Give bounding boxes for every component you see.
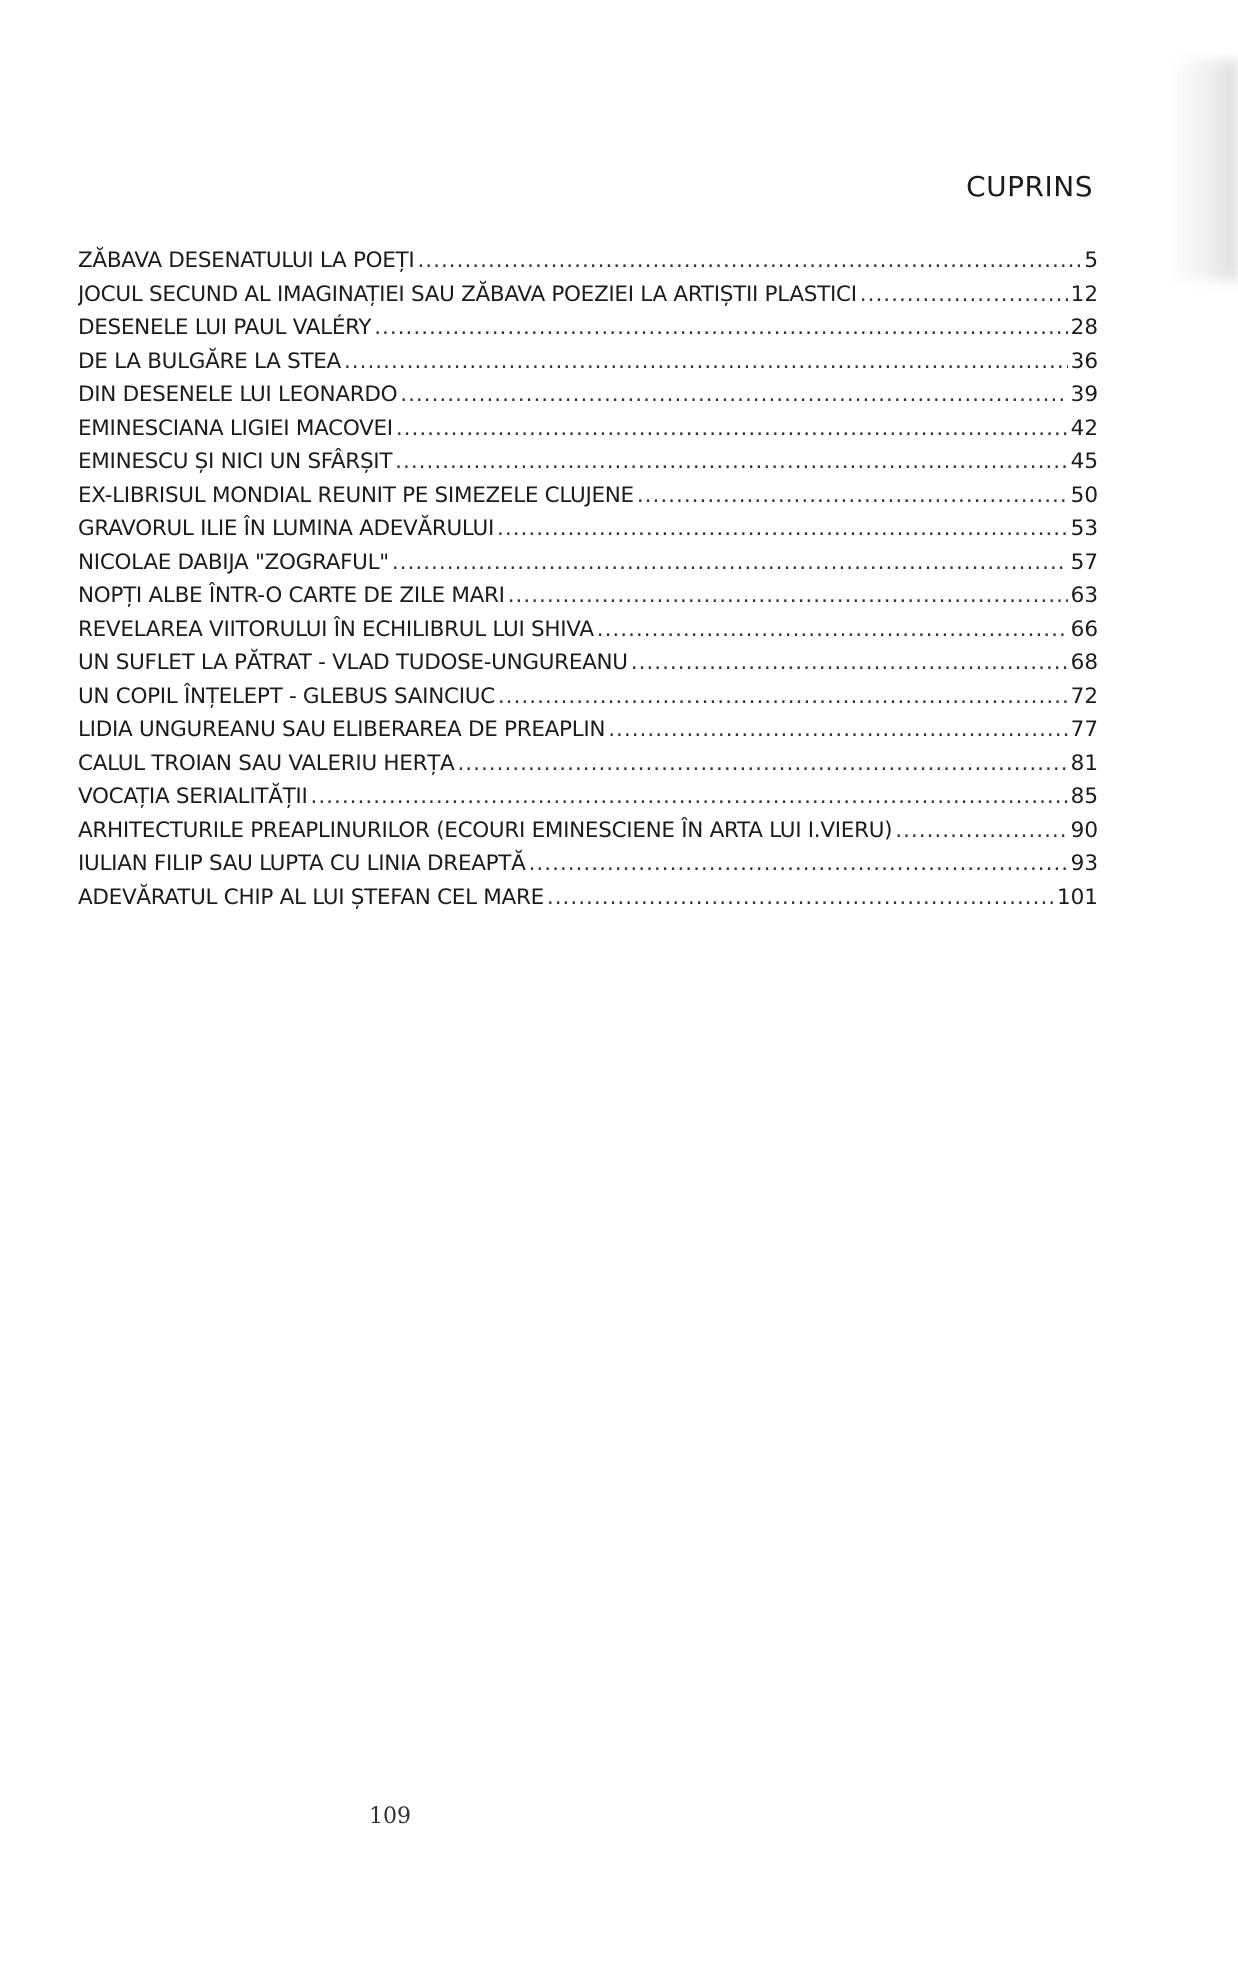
toc-entry-title: LIDIA UNGUREANU SAU ELIBERAREA DE PREAPLIN [78, 717, 606, 742]
toc-entry[interactable] [78, 747, 1098, 781]
page-edge-shadow [1168, 60, 1238, 280]
toc-leader-dots [608, 713, 1067, 747]
toc-entry-page: 45 [1070, 449, 1098, 474]
toc-leader-dots [637, 479, 1068, 513]
toc-entry-page: 28 [1070, 315, 1098, 340]
toc-leader-dots [417, 244, 1081, 278]
toc-entry[interactable] [78, 847, 1098, 881]
toc-entry-title: NICOLAE DABIJA "ZOGRAFUL" [78, 549, 389, 575]
toc-entry-page: 101 [1056, 884, 1098, 910]
page-number: 109 [369, 1804, 411, 1829]
toc-entry[interactable] [78, 814, 1098, 848]
toc-entry-title: ARHITECTURILE PREAPLINURILOR (ECOURI EMINESCIENE ÎN ARTA LUI I.VIERU) [78, 817, 893, 843]
toc-entry[interactable] [78, 311, 1098, 345]
toc-leader-dots [374, 311, 1067, 345]
toc-entry-title: DESENELE LUI PAUL VALÉRY [78, 315, 372, 340]
toc-entry[interactable] [78, 512, 1098, 546]
toc-entry[interactable] [78, 412, 1098, 446]
toc-entry[interactable] [78, 278, 1098, 312]
toc-entry[interactable] [78, 479, 1098, 513]
toc-entry[interactable] [78, 780, 1098, 814]
toc-entry[interactable] [78, 680, 1098, 714]
toc-entry-title: EMINESCU ȘI NICI UN SFÂRȘIT [78, 449, 393, 474]
toc-entry[interactable] [78, 613, 1098, 647]
toc-leader-dots [498, 680, 1068, 714]
toc-entry-title: ADEVĂRATUL CHIP AL LUI ȘTEFAN CEL MARE [78, 884, 544, 910]
page-title: CUPRINS [966, 170, 1093, 203]
toc-leader-dots [597, 613, 1068, 647]
toc-entry-page: 5 [1084, 248, 1098, 273]
toc-leader-dots [547, 881, 1054, 915]
toc-entry-page: 63 [1070, 583, 1098, 608]
toc-entry-title: UN COPIL ÎNȚELEPT - GLEBUS SAINCIUC [78, 683, 495, 709]
toc-entry[interactable] [78, 713, 1098, 747]
toc-entry-title: GRAVORUL ILIE ÎN LUMINA ADEVĂRULUI [78, 516, 495, 541]
toc-entry[interactable] [78, 881, 1098, 915]
toc-entry-title: EMINESCIANA LIGIEI MACOVEI [78, 415, 393, 441]
toc-entry-title: EX-LIBRISUL MONDIAL REUNIT PE SIMEZELE CLUJENE [78, 482, 634, 508]
toc-leader-dots [392, 546, 1068, 580]
toc-entry-page: 66 [1070, 616, 1098, 642]
toc-entry-page: 53 [1070, 516, 1098, 541]
toc-entry[interactable] [78, 646, 1098, 680]
table-of-contents [78, 244, 1098, 914]
toc-entry-title: CALUL TROIAN SAU VALERIU HERȚA [78, 750, 455, 776]
toc-leader-dots [529, 847, 1068, 881]
toc-leader-dots [311, 780, 1068, 814]
toc-entry-page: 50 [1070, 482, 1098, 508]
toc-entry[interactable] [78, 244, 1098, 278]
toc-leader-dots [860, 278, 1068, 312]
toc-leader-dots [497, 512, 1068, 546]
toc-leader-dots [344, 345, 1068, 379]
toc-entry-page: 90 [1070, 817, 1098, 843]
toc-entry-title: IULIAN FILIP SAU LUPTA CU LINIA DREAPTĂ [78, 851, 526, 876]
toc-entry-page: 72 [1070, 683, 1098, 709]
toc-entry-title: DE LA BULGĂRE LA STEA [78, 348, 341, 374]
toc-entry-page: 81 [1070, 750, 1098, 776]
toc-entry-page: 39 [1070, 382, 1098, 407]
toc-entry-title: VOCAȚIA SERIALITĂȚII [78, 784, 308, 809]
toc-entry[interactable] [78, 546, 1098, 580]
toc-entry-page: 77 [1070, 717, 1098, 742]
toc-entry-page: 68 [1070, 650, 1098, 675]
toc-entry[interactable] [78, 579, 1098, 613]
toc-leader-dots [457, 747, 1067, 781]
toc-entry-title: JOCUL SECUND AL IMAGINAȚIEI SAU ZĂBAVA POEZIEI LA ARTIȘTII PLASTICI [78, 281, 857, 307]
toc-leader-dots [895, 814, 1067, 848]
toc-entry-title: REVELAREA VIITORULUI ÎN ECHILIBRUL LUI SHIVA [78, 616, 594, 642]
toc-entry-page: 42 [1070, 415, 1098, 441]
toc-entry-page: 36 [1070, 348, 1098, 374]
toc-entry-title: ZĂBAVA DESENATULUI LA POEȚI [78, 248, 415, 273]
toc-entry-page: 12 [1070, 281, 1098, 307]
toc-leader-dots [400, 378, 1067, 412]
toc-entry-title: NOPȚI ALBE ÎNTR-O CARTE DE ZILE MARI [78, 583, 505, 608]
toc-leader-dots [396, 412, 1068, 446]
toc-entry[interactable] [78, 378, 1098, 412]
toc-entry-title: DIN DESENELE LUI LEONARDO [78, 382, 398, 407]
toc-entry[interactable] [78, 345, 1098, 379]
toc-leader-dots [631, 646, 1068, 680]
toc-entry-page: 57 [1070, 549, 1098, 575]
toc-entry-title: UN SUFLET LA PĂTRAT - VLAD TUDOSE-UNGUREANU [78, 650, 628, 675]
toc-leader-dots [395, 445, 1067, 479]
toc-leader-dots [508, 579, 1068, 613]
toc-entry[interactable] [78, 445, 1098, 479]
toc-entry-page: 85 [1070, 784, 1098, 809]
toc-entry-page: 93 [1070, 851, 1098, 876]
